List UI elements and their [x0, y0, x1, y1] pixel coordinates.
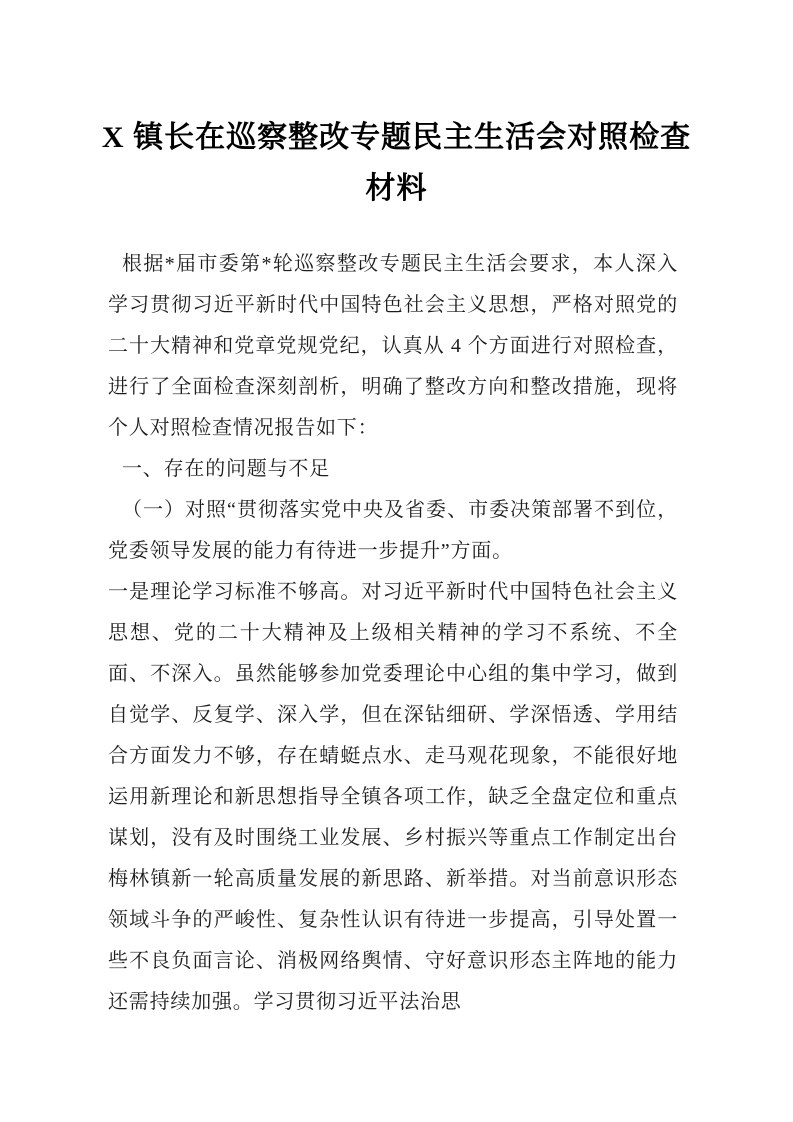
title-line-1: X 镇长在巡察整改专题民主生活会对照检查: [101, 121, 692, 154]
document-title: [0, 0, 793, 214]
paragraph: （一）对照“贯彻落实党中央及省委、市委决策部署不到位，党委领导发展的能力有待进一步提升”方面。: [108, 499, 678, 562]
paragraph: 根据*届市委第*轮巡察整改专题民主生活会要求，本人深入学习贯彻习近平新时代中国特色社会主义思想，严格对照党的二十大精神和党章党规党纪，认真从 4 个方面进行对照检查，进行了全面检查深刻剖析，明确了整改方向和整改措施，现将个人对照检查情况报告如下：: [108, 253, 678, 439]
title-line-2: 材料: [365, 172, 428, 205]
document-body: [0, 214, 793, 1023]
paragraph: 一是理论学习标准不够高。对习近平新时代中国特色社会主义思想、党的二十大精神及上级相关精神的学习不系统、不全面、不深入。虽然能够参加党委理论中心组的集中学习，做到自觉学、反复学、深入学，但在深钻细研、学深悟透、学用结合方面发力不够，存在蜻蜓点水、走马观花现象，不能很好地运用新理论和新思想指导全镇各项工作，缺乏全盘定位和重点谋划，没有及时围绕工业发展、乡村振兴等重点工作制定出台梅林镇新一轮高质量发展的新思路、新举措。对当前意识形态领域斗争的严峻性、复杂性认识有待进一步提高，引导处置一些不良负面言论、消极网络舆情、守好意识形态主阵地的能力还需持续加强。学习贯彻习近平法治思: [108, 581, 678, 1013]
paragraph: 一、存在的问题与不足: [122, 458, 330, 480]
